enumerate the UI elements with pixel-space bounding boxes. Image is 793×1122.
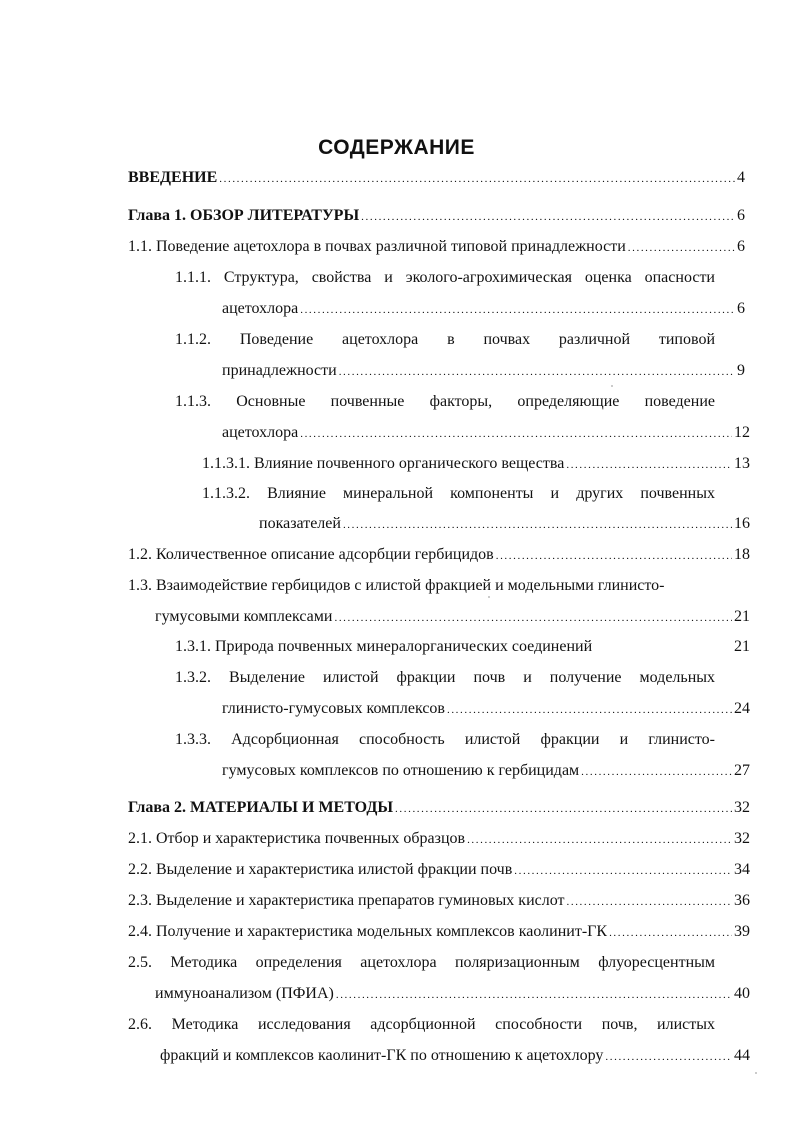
- toc-entry-line2: [155, 607, 750, 628]
- toc-page-number: 18: [734, 546, 750, 563]
- toc-page-number: 6: [737, 238, 745, 255]
- dot-leader: [339, 362, 735, 382]
- dot-leader: [628, 238, 735, 258]
- dot-leader: [581, 762, 732, 782]
- toc-page-number: 40: [734, 985, 750, 1002]
- toc-entry-text: 1.2. Количественное описание адсорбции гербицидов: [128, 546, 494, 563]
- dot-leader: [447, 700, 732, 720]
- toc-entry-text: 2.2. Выделение и характеристика илистой фракции почв: [128, 861, 513, 878]
- toc-page-number: 32: [734, 830, 750, 847]
- toc-entry-line2: [222, 423, 750, 444]
- toc-entry-line2: [160, 1046, 750, 1067]
- toc-page-number: 16: [734, 515, 750, 532]
- toc-page-number: 6: [737, 207, 745, 224]
- toc-page-number: 32: [734, 799, 750, 816]
- toc-entry-line2: [222, 699, 750, 720]
- toc-page-number: 9: [737, 362, 745, 379]
- scan-speck: [488, 596, 490, 598]
- toc-entry-line2: [222, 761, 750, 782]
- dot-leader: [567, 892, 733, 912]
- toc-page-number: 24: [734, 700, 750, 717]
- toc-page-number: 39: [734, 923, 750, 940]
- toc-entry-line1: 1.1.2. Поведение ацетохлора в почвах различной типовой: [175, 331, 715, 348]
- dot-leader: [334, 608, 732, 628]
- toc-entry-text: ацетохлора: [222, 300, 299, 317]
- dot-leader: [496, 546, 732, 566]
- toc-entry-line1: 2.5. Методика определения ацетохлора поляризационным флуоресцентным: [128, 954, 715, 971]
- dot-leader: [343, 515, 732, 535]
- toc-entry-line1: 1.1.3. Основные почвенные факторы, определяющие поведение: [175, 393, 716, 410]
- toc-entry-text: гумусовыми комплексами: [155, 608, 333, 625]
- toc-entry-1-1-3-1[interactable]: [202, 454, 750, 475]
- toc-entry-2-3[interactable]: [128, 891, 750, 912]
- toc-entry-line1: 1.3. Взаимодействие гербицидов с илистой фракцией и модельными глинисто-: [128, 577, 665, 594]
- toc-entry-1-2[interactable]: [128, 545, 750, 566]
- dot-leader: [514, 861, 732, 881]
- toc-entry-intro[interactable]: [128, 168, 745, 189]
- toc-entry-text: ацетохлора: [222, 424, 299, 441]
- toc-entry-line1: 1.1.1. Структура, свойства и эколого-агрохимическая оценка опасности: [175, 269, 715, 286]
- dot-leader: [219, 169, 735, 189]
- toc-entry-2-2[interactable]: [128, 860, 750, 881]
- toc-entry-1-3-1[interactable]: [175, 637, 750, 657]
- toc-entry-text: Глава 2. МАТЕРИАЛЫ И МЕТОДЫ: [128, 799, 394, 816]
- scan-speck: [611, 385, 613, 387]
- toc-entry-text: Глава 1. ОБЗОР ЛИТЕРАТУРЫ: [128, 207, 360, 224]
- dot-leader: [300, 300, 735, 320]
- toc-page-number: 4: [737, 169, 745, 186]
- toc-entry-text: глинисто-гумусовых комплексов: [222, 700, 445, 717]
- toc-entry-text: фракций и комплексов каолинит-ГК по отношению к ацетохлору: [160, 1047, 604, 1064]
- dot-leader: [467, 830, 732, 850]
- page-title: СОДЕРЖАНИЕ: [318, 136, 475, 159]
- dot-leader: [336, 985, 732, 1005]
- toc-page-number: 34: [734, 861, 750, 878]
- toc-entry-line1: 1.3.2. Выделение илистой фракции почв и получение модельных: [175, 669, 716, 686]
- toc-entry-1-1[interactable]: [128, 237, 745, 258]
- toc-entry-line2: [222, 299, 745, 320]
- dot-leader: [300, 424, 732, 444]
- toc-page-number: 6: [737, 300, 745, 317]
- toc-entry-text: 1.1. Поведение ацетохлора в почвах различной типовой принадлежности: [128, 238, 626, 255]
- toc-entry-line2: [222, 361, 745, 382]
- toc-entry-line2: [155, 984, 750, 1005]
- toc-page-number: 12: [734, 424, 750, 441]
- toc-entry-text: показателей: [259, 515, 341, 532]
- toc-page-number: 44: [734, 1047, 750, 1064]
- toc-entry-text: иммуноанализом (ПФИА): [155, 985, 334, 1002]
- toc-entry-text: 2.4. Получение и характеристика модельных комплексов каолинит-ГК: [128, 923, 608, 940]
- dot-leader: [395, 799, 732, 819]
- dot-leader: [361, 207, 735, 227]
- toc-entry-line1: 2.6. Методика исследования адсорбционной способности почв, илистых: [128, 1016, 715, 1033]
- scan-speck: [755, 1072, 757, 1074]
- toc-page-number: 13: [734, 455, 750, 472]
- toc-entry-text: принадлежности: [222, 362, 337, 379]
- toc-entry-line1: 1.1.3.2. Влияние минеральной компоненты и других почвенных: [202, 485, 715, 502]
- toc-page-number: 21: [734, 608, 750, 625]
- toc-entry-2-4[interactable]: [128, 922, 750, 943]
- toc-entry-text: ВВЕДЕНИЕ: [128, 169, 218, 186]
- toc-entry-2-1[interactable]: [128, 829, 750, 850]
- toc-page-number: 36: [734, 892, 750, 909]
- toc-entry-chapter-2[interactable]: [128, 798, 750, 819]
- dot-leader: [566, 455, 732, 475]
- toc-entry-text: 2.3. Выделение и характеристика препаратов гуминовых кислот: [128, 892, 565, 909]
- dot-leader: [609, 923, 732, 943]
- toc-entry-text: 1.3.1. Природа почвенных минералорганических соединений: [175, 638, 593, 655]
- toc-page-number: 21: [734, 638, 750, 655]
- toc-entry-line2: [259, 514, 750, 535]
- toc-entry-text: 1.1.3.1. Влияние почвенного органического вещества: [202, 455, 565, 472]
- toc-entry-text: 2.1. Отбор и характеристика почвенных образцов: [128, 830, 466, 847]
- dot-leader: [605, 1047, 732, 1067]
- toc-entry-chapter-1[interactable]: [128, 206, 745, 227]
- toc-entry-line1: 1.3.3. Адсорбционная способность илистой фракции и глинисто-: [175, 731, 716, 748]
- toc-entry-text: гумусовых комплексов по отношению к гербицидам: [222, 762, 580, 779]
- toc-page-number: 27: [734, 762, 750, 779]
